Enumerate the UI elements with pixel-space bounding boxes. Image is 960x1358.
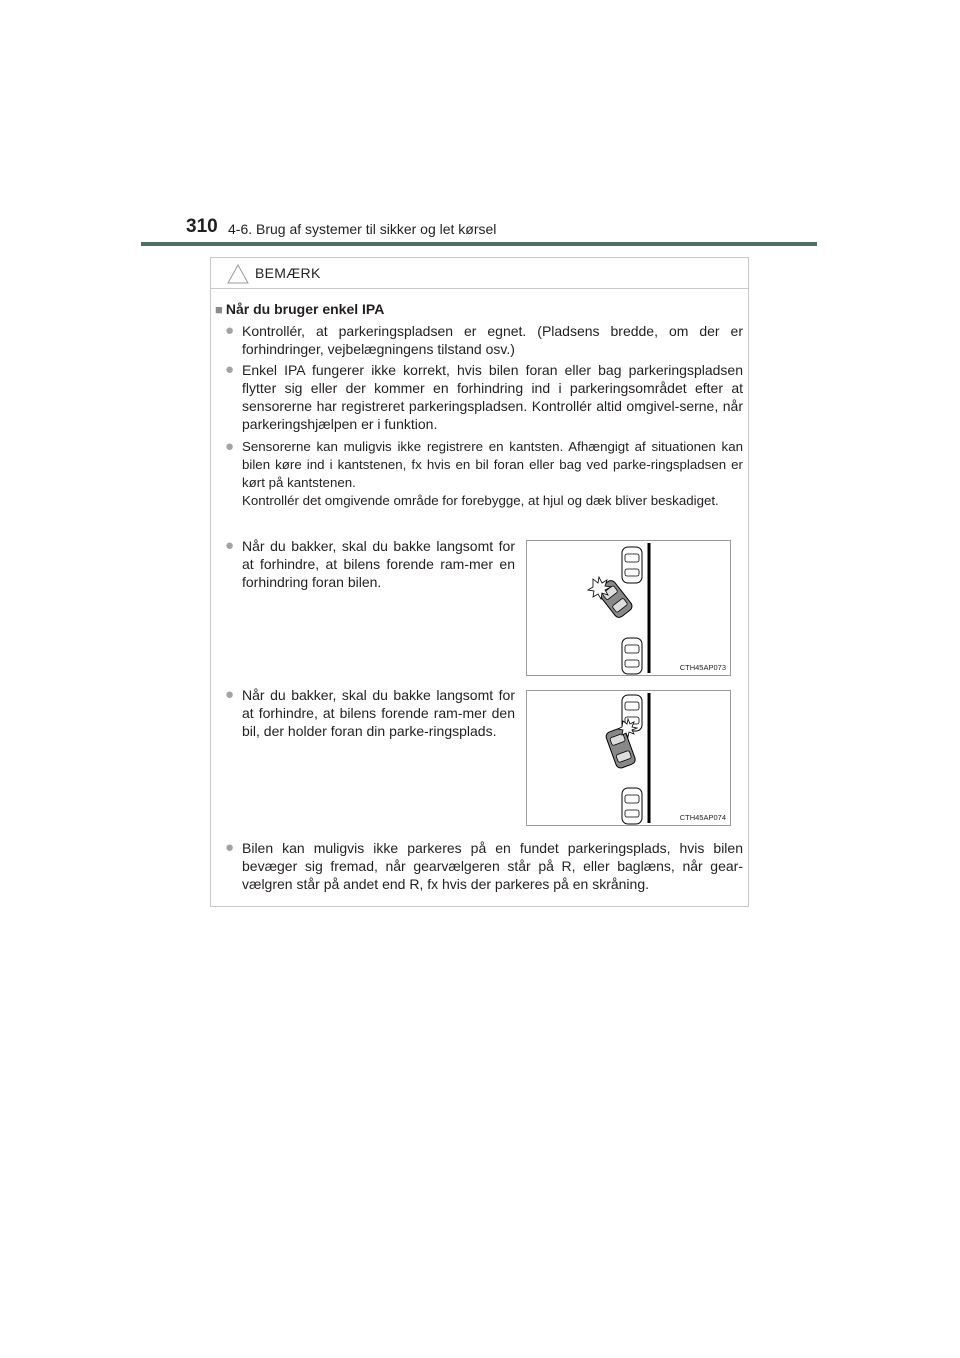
parking-diagram-svg [527, 541, 730, 675]
parked-car [622, 788, 642, 824]
list-item-text: Kontrollér, at parkeringspladsen er egnet. (Pladsens bredde, om der er forhindringer, vejbelægningens tilstand osv.) [242, 323, 743, 357]
parked-car [622, 638, 642, 674]
list-item-text: Bilen kan muligvis ikke parkeres på en fundet parkeringsplads, hvis bilen bevæger sig fremad, når gearvælgeren står på R, eller baglæns, når gear-vælgren står på andet end R, fx hvis der parkeres på en skråning. [242, 840, 743, 892]
list-item [225, 537, 515, 591]
parking-illustration [526, 540, 731, 676]
list-item [225, 686, 515, 740]
bullet-dot-icon: ● [225, 686, 235, 703]
note-subheading [215, 301, 384, 317]
header-rule [141, 242, 817, 246]
bullet-dot-icon: ● [225, 839, 235, 856]
page-number: 310 [186, 216, 218, 237]
note-header [211, 258, 748, 289]
figure-code: CTH45AP073 [679, 663, 726, 672]
note-box [210, 257, 749, 907]
warning-triangle-icon [227, 264, 249, 284]
figure-code: CTH45AP074 [679, 813, 726, 822]
bullet-dot-icon: ● [225, 361, 235, 378]
square-marker-icon: ■ [215, 302, 223, 317]
parked-car [622, 547, 642, 583]
list-item [225, 438, 743, 510]
list-item [225, 361, 743, 433]
list-item [225, 839, 743, 893]
list-item [225, 322, 743, 358]
bullet-dot-icon: ● [225, 438, 235, 455]
list-item-text-continued: Kontrollér det omgivende område for forebygge, at hjul og dæk bliver beskadiget. [242, 493, 719, 508]
note-title: BEMÆRK [255, 265, 321, 281]
list-item-text: Enkel IPA fungerer ikke korrekt, hvis bilen foran eller bag parkeringspladsen flytter sig eller der kommer en forhindring ind i parkeringsområdet efter at sensorerne har registreret parkeringspladsen. Kontrollér altid omgivel-serne, når parkeringshjælpen er i funktion. [242, 362, 743, 432]
section-title: 4-6. Brug af systemer til sikker og let kørsel [228, 221, 497, 237]
subheading-text: Når du bruger enkel IPA [225, 301, 385, 317]
parking-diagram-svg [527, 691, 730, 825]
list-item-text: Når du bakker, skal du bakke langsomt for at forhindre, at bilens forende ram-mer den bil, der holder foran din parke-ringsplads. [242, 687, 515, 739]
parking-illustration [526, 690, 731, 826]
bullet-dot-icon: ● [225, 537, 235, 554]
list-item-text: Sensorerne kan muligvis ikke registrere en kantsten. Afhængigt af situationen kan bilen køre ind i kantstenen, fx hvis en bil foran eller bag ved parke-ringspladsen er kørt på kantstenen. [242, 439, 743, 490]
bullet-dot-icon: ● [225, 322, 235, 339]
list-item-text: Når du bakker, skal du bakke langsomt for at forhindre, at bilens forende ram-mer en forhindring foran bilen. [242, 538, 515, 590]
